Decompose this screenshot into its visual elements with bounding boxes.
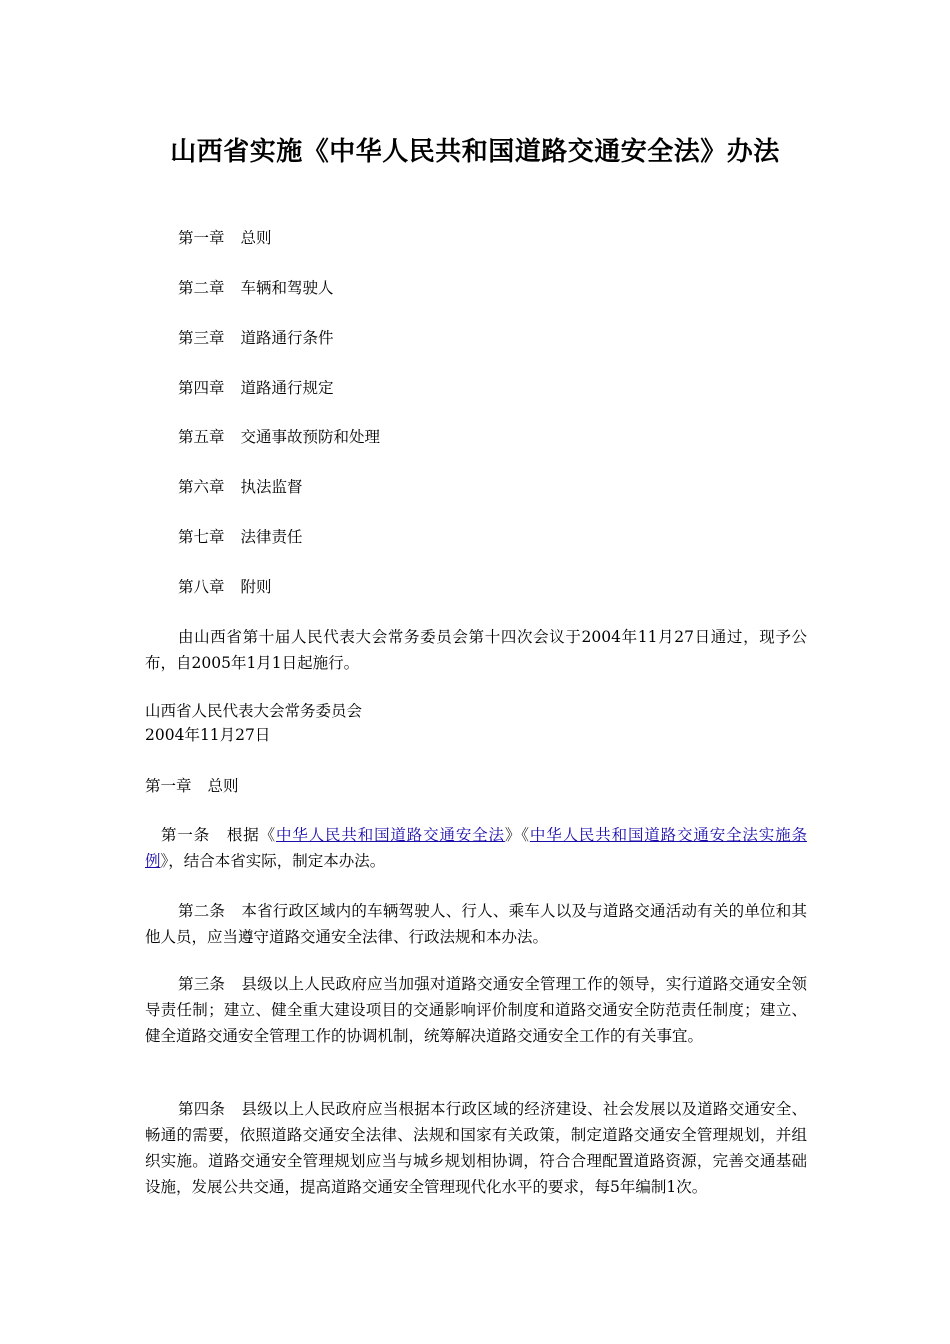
toc-chapter-name: 道路通行规定 <box>240 379 334 397</box>
chapter-number: 第一章 <box>145 777 192 795</box>
issue-date: 2004年11月27日 <box>145 726 271 744</box>
link-road-traffic-safety-law-regulations[interactable]: 中华人民共和国道路交通安全法实施条例 <box>145 826 807 870</box>
article-label: 第三条 <box>178 975 226 993</box>
article-4 <box>145 1096 807 1200</box>
toc-chapter-number: 第一章 <box>178 229 225 247</box>
article-label: 第一条 <box>161 826 211 844</box>
toc-chapter-number: 第三章 <box>178 329 225 347</box>
toc-chapter-name: 执法监督 <box>240 478 303 496</box>
article-1 <box>145 822 807 874</box>
chapter-heading <box>145 774 239 798</box>
toc-item-8 <box>178 576 272 598</box>
toc-chapter-number: 第六章 <box>178 478 225 496</box>
toc-item-2 <box>178 277 334 299</box>
article-3 <box>145 971 807 1049</box>
toc-chapter-name: 法律责任 <box>240 528 303 546</box>
toc-chapter-number: 第四章 <box>178 379 225 397</box>
toc-chapter-name: 道路通行条件 <box>240 329 334 347</box>
toc-chapter-name: 交通事故预防和处理 <box>240 428 381 446</box>
toc-chapter-number: 第七章 <box>178 528 225 546</box>
toc-item-1 <box>178 227 272 249</box>
article-label: 第四条 <box>178 1100 226 1118</box>
article-text: 根据《 <box>226 826 276 844</box>
article-text: 县级以上人民政府应当根据本行政区域的经济建设、社会发展以及道路交通安全、畅通的需要，依照道路交通安全法律、法规和国家有关政策，制定道路交通安全管理规划，并组织实施。道路交通安全管理规划应当与城乡规划相协调，符合合理配置道路资源，完善交通基础设施，发展公共交通，提高道路交通安全管理现代化水平的要求，每5年编制1次。 <box>145 1100 807 1196</box>
toc-chapter-name: 附则 <box>240 578 272 596</box>
toc-item-4 <box>178 377 334 399</box>
link-road-traffic-safety-law[interactable]: 中华人民共和国道路交通安全法 <box>275 826 505 844</box>
article-text: 本省行政区域内的车辆驾驶人、行人、乘车人以及与道路交通活动有关的单位和其他人员，应当遵守道路交通安全法律、行政法规和本办法。 <box>145 902 807 946</box>
toc-item-5 <box>178 426 380 448</box>
toc-chapter-number: 第二章 <box>178 279 225 297</box>
toc-chapter-name: 车辆和驾驶人 <box>240 279 334 297</box>
toc-chapter-name: 总则 <box>240 229 272 247</box>
toc-item-7 <box>178 526 303 548</box>
chapter-name: 总则 <box>207 777 239 795</box>
article-text: 县级以上人民政府应当加强对道路交通安全管理工作的领导，实行道路交通安全领导责任制；建立、健全重大建设项目的交通影响评价制度和道路交通安全防范责任制度；建立、健全道路交通安全管理工作的协调机制，统筹解决道路交通安全工作的有关事宜。 <box>145 975 807 1045</box>
promulgation-notice: 由山西省第十届人民代表大会常务委员会第十四次会议于2004年11月27日通过，现予公布，自2005年1月1日起施行。 <box>145 628 807 672</box>
toc-item-3 <box>178 327 334 349</box>
article-2 <box>145 898 807 950</box>
article-label: 第二条 <box>178 902 226 920</box>
toc-chapter-number: 第八章 <box>178 578 225 596</box>
article-text: 》《 <box>504 826 530 844</box>
document-title: 山西省实施《中华人民共和国道路交通安全法》办法 <box>170 137 780 167</box>
toc-item-6 <box>178 476 303 498</box>
toc-chapter-number: 第五章 <box>178 428 225 446</box>
issuer: 山西省人民代表大会常务委员会 <box>145 702 363 720</box>
article-text: 》，结合本省实际，制定本办法。 <box>160 852 386 870</box>
